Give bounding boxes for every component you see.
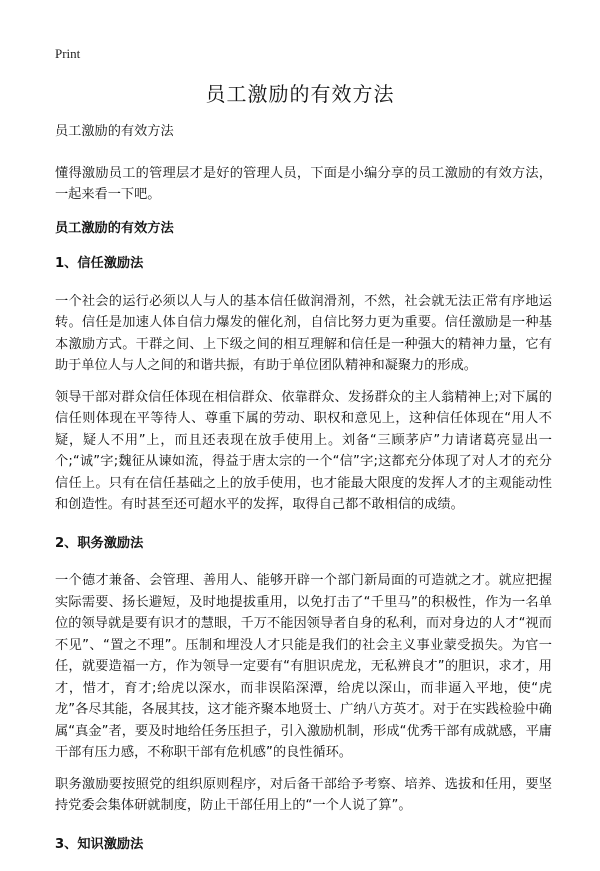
subsection-heading-knowledge: 3、知识激励法 (55, 836, 144, 852)
page-title: 员工激励的有效方法 (205, 82, 395, 106)
print-link[interactable]: Print (55, 46, 81, 61)
paragraph: 领导干部对群众信任体现在相信群众、依靠群众、发扬群众的主人翁精神上;对下属的信任则体现在平等待人、尊重下属的劳动、职权和意见上，这种信任体现在“用人不疑，疑人不用”上，而且还表现在放手使用上。刘备“三顾茅庐”力请诸葛亮显出一个;“诚”字;魏征从谏如流，得益于唐太宗的一个“信”字;这都充分体现了对人才的充分信任上。只有在信任基础之上的放手使用，也才能最大限度的发挥人才的主观能动性和创造性。有时甚至还可超水平的发挥，取得自己都不敢相信的成绩。 (55, 389, 552, 512)
article-body (55, 121, 552, 871)
intro-paragraph: 懂得激励员工的管理层才是好的管理人员，下面是小编分享的员工激励的有效方法，一起来看一下吧。 (55, 165, 552, 202)
paragraph: 一个社会的运行必须以人与人的基本信任做润滑剂，不然，社会就无法正常有序地运转。信任是加速人体自信力爆发的催化剂，自信比努力更为重要。信任激励是一种基本激励方式。干群之间、上下级之间的相互理解和信任是一种强大的精神力量，它有助于单位人与人之间的和谐共振，有助于单位团队精神和凝聚力的形成。 (55, 293, 552, 373)
paragraph: 职务激励要按照党的组织原则程序，对后备干部给予考察、培养、选拔和任用，要坚持党委会集体研就制度，防止干部任用上的“一个人说了算”。 (55, 776, 552, 813)
subsection-heading-position: 2、职务激励法 (55, 535, 144, 551)
section-heading: 员工激励的有效方法 (55, 220, 174, 236)
subsection-heading-trust: 1、信任激励法 (55, 256, 144, 271)
article-subtitle: 员工激励的有效方法 (55, 124, 174, 139)
paragraph: 一个德才兼备、会管理、善用人、能够开辟一个部门新局面的可造就之才。就应把握实际需要、扬长避短，及时地提拔重用，以免打击了“千里马”的积极性，作为一名单位的领导就是要有识才的慧眼，千万不能因领导者自身的私利，而对身边的人才“视而不见”、“置之不理”。压制和埋没人才只能是我们的社会主义事业蒙受损失。为官一任，就要造福一方，作为领导一定要有“有胆识虎龙，无私辨良才”的胆识，求才，用才，惜才，育才;给虎以深水，而非误陷深潭，给虎以深山，而非逼入平地，使“虎龙”各尽其能，各展其技，这才能齐聚本地贤士、广纳八方英才。对于在实践检验中确属“真金”者，要及时地给任务压担子，引入激励机制，形成“优秀干部有成就感，平庸干部有压力感，不称职干部有危机感”的良性循环。 (55, 573, 552, 760)
